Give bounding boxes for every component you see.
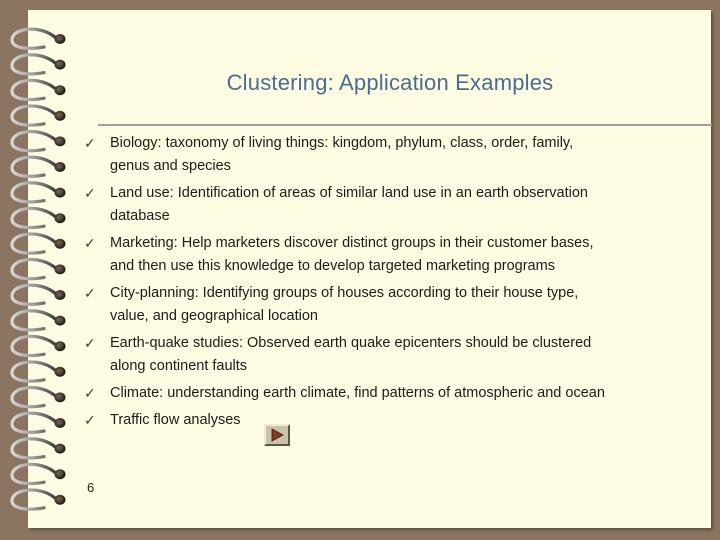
play-arrow-icon (266, 426, 288, 444)
binding-hole (55, 264, 66, 274)
binding-hole (55, 111, 66, 121)
binding-hole (55, 367, 66, 377)
checkmark-icon: ✓ (84, 412, 96, 428)
bullet-city-planning (84, 282, 684, 328)
spiral-ring (12, 311, 56, 330)
spiral-ring (12, 490, 56, 509)
binding-hole (55, 316, 66, 326)
binding-hole (55, 495, 66, 505)
bullet-line: value, and geographical location (110, 308, 318, 324)
binding-hole (55, 444, 66, 454)
bullet-line: Earth-quake studies: Observed earth quake epicenters should be clustered (110, 335, 592, 351)
spiral-ring (12, 362, 56, 381)
spiral-ring (12, 439, 56, 458)
binding-hole (55, 188, 66, 198)
spiral-ring (12, 464, 56, 483)
checkmark-icon: ✓ (84, 335, 96, 351)
spiral-ring (12, 132, 56, 151)
bullet-line: Biology: taxonomy of living things: kingdom, phylum, class, order, family, (110, 135, 574, 151)
bullet-line: Climate: understanding earth climate, find patterns of atmospheric and ocean (110, 385, 605, 401)
bullet-line: genus and species (110, 158, 231, 174)
bullet-line: Land use: Identification of areas of similar land use in an earth observation (110, 185, 588, 201)
bullet-line: City-planning: Identifying groups of houses according to their house type, (110, 285, 579, 301)
checkmark-icon: ✓ (84, 185, 96, 201)
title-divider (98, 124, 712, 126)
spiral-ring (12, 285, 56, 304)
spiral-ring (12, 29, 56, 48)
binding-hole (55, 341, 66, 351)
spiral-ring (12, 388, 56, 407)
bullet-line: and then use this knowledge to develop targeted marketing programs (110, 258, 555, 274)
checkmark-icon: ✓ (84, 385, 96, 401)
binding-hole (55, 290, 66, 300)
spiral-ring (12, 234, 56, 253)
spiral-ring (12, 336, 56, 355)
bullet-line: along continent faults (110, 358, 248, 374)
spiral-ring (12, 260, 56, 279)
page-number: 6 (87, 480, 95, 495)
bullet-line: Marketing: Help marketers discover distinct groups in their customer bases, (110, 235, 594, 251)
binding-hole (55, 418, 66, 428)
binding-hole (55, 239, 66, 249)
next-slide-button[interactable] (264, 424, 290, 446)
slide-title: Clustering: Application Examples (226, 70, 554, 95)
binding-hole (55, 162, 66, 172)
bullet-line: database (110, 208, 170, 224)
bullet-land-use (84, 182, 684, 228)
spiral-ring (12, 183, 56, 202)
spiral-ring (12, 157, 56, 176)
bullet-list (84, 132, 684, 436)
binding-hole (55, 60, 66, 70)
binding-hole (55, 213, 66, 223)
binding-hole (55, 392, 66, 402)
checkmark-icon: ✓ (84, 135, 96, 151)
binding-hole (55, 136, 66, 146)
bullet-biology (84, 132, 684, 178)
binding-hole (55, 469, 66, 479)
spiral-ring (12, 208, 56, 227)
binding-hole (55, 34, 66, 44)
spiral-ring (12, 413, 56, 432)
spiral-ring (12, 106, 56, 125)
bullet-climate (84, 382, 684, 405)
bullet-marketing (84, 232, 684, 278)
bullet-earthquake (84, 332, 684, 378)
checkmark-icon: ✓ (84, 285, 96, 301)
bullet-line: Traffic flow analyses (110, 412, 241, 428)
bullet-traffic (84, 409, 684, 432)
checkmark-icon: ✓ (84, 235, 96, 251)
